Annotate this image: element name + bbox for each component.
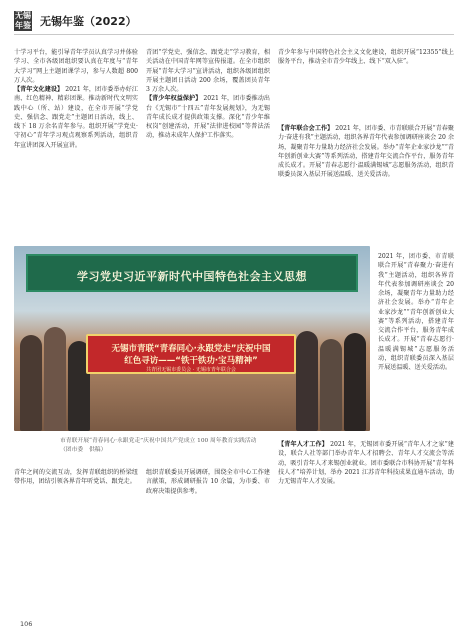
sign-text: 红色寻访——“铁干铁功·宝马精神”: [124, 356, 258, 366]
paragraph: [14, 85, 138, 150]
photo-banner: [26, 254, 358, 292]
section-heading: 【青少年权益保护】: [146, 95, 202, 103]
section-heading: 【青年人才工作】: [278, 441, 328, 448]
event-photo: [14, 246, 370, 431]
page-title: 无锡年鉴（2022）: [40, 15, 137, 28]
paragraph: 2021 年，团市委、市青联联合开展“青春聚力·奋进有我”主题活动，组织各界青年代表参加调研座谈会 20 余场，凝聚青年力量助力经济社会发展。举办“青年企业家沙龙”“青年创新创业大赛”等系列活动，搭建青年交流合作平台，服务青年成长成才。开展“青春志愿行·温暖满锡城”志愿服务活动，组织青联委员深入基层开展送温暖、送关爱活动。: [378, 253, 454, 371]
section-body: 2021 年，团市委推动出台《无锡市“十四五”青年发展规划》，为无锡青年成长成才提供政策支撑。深化“青少年维权岗”创建活动，开展“法律进校园”等普法活动，推动未成年人保护工作落实。: [146, 95, 270, 140]
caption-text: 市青联开展“青春同心·永跟党走”庆祝中国共产党成立 100 周年教育实践活动: [60, 438, 257, 444]
paragraph: 青少年参与中国特色社会主义文化建设，组织开展“12355”线上服务平台，推动全市青少年线上、线下“双入驻”。: [278, 49, 454, 66]
sign-text: 无锡市青联“青春同心·永跟党走”庆祝中国: [111, 344, 271, 354]
person: [20, 335, 42, 431]
person: [320, 339, 342, 431]
paragraph: 青团“学党史、强信念、跟党走”学习教育，相关活动在中国青年网等宣传报道。在全市组织开展“青年大学习”宣讲活动，组织各级团组织开展主题团日活动 200 余场，覆盖团员青年 3 万余人次。: [146, 49, 270, 93]
paragraph: 组织青联委员开展调研，围绕全市中心工作建言献策，形成调研报告 10 余篇，为市委、市政府决策提供参考。: [146, 469, 270, 495]
person: [44, 327, 66, 431]
section-body: 2021 年，无锡团市委开展“青年人才之家”建设，联合人社等部门举办青年人才招聘会、青年人才交流会等活动，吸引青年人才来锡创业就业。团市委联合市科协开展“青年科技人才”培养计划，举办 2021 江苏青年科技成果直通车活动，助力无锡青年人才发展。: [278, 441, 454, 485]
caption-credit: （团市委 供稿）: [60, 447, 107, 453]
section-body: 2021 年，团市委、市青联联合开展“青春聚力·奋进有我”主题活动，组织各界青年代表参加调研座谈会 20 余场，凝聚青年力量助力经济社会发展。举办“青年企业家沙龙”“青年创新创业大赛”等系列活动，搭建青年交流合作平台，服务青年成长成才。开展“青春志愿行·温暖满锡城”志愿服务活动，组织青联委员深入基层开展送温暖、送关爱活动。: [278, 125, 454, 179]
text-column-right: [378, 252, 454, 432]
sign-text: 共青团无锡市委员会 · 无锡市青年联合会: [146, 367, 236, 373]
page-number: 106: [20, 620, 33, 628]
header-divider: [14, 34, 454, 35]
section-heading: 【青年文化建设】: [14, 86, 64, 93]
text-column-3-top: [278, 48, 454, 124]
text-column-bottom-3: [278, 440, 454, 600]
red-banner-sign: [86, 334, 296, 374]
paragraph: [278, 440, 454, 486]
section-body: 2021 年，团市委举办好江南、红色精神、精彩团课。推动新时代文明实践中心（所、站）建设，在全市开展“学党史、强信念、跟党走”主题团日活动，线上、线下 18 万余名青年参与。组织开展“学党史·守初心”青年学习观点观察系列活动，组织青年宣讲团深入开展宣讲。: [14, 86, 138, 149]
person: [296, 331, 318, 431]
yearbook-logo: 无锡年鉴: [15, 11, 31, 30]
text-column-1: [14, 48, 138, 244]
text-column-bottom-2: [146, 468, 270, 600]
person: [344, 333, 366, 431]
paragraph: [278, 124, 454, 180]
section-heading: 【青年联合会工作】: [278, 125, 334, 132]
paragraph: [146, 94, 270, 140]
page-header: [14, 10, 137, 32]
paragraph: 青年之间的交流互动，发挥青联组织的桥梁纽带作用，团结引领各界青年听党话、跟党走。: [14, 469, 138, 486]
banner-title: 学习党史习近平新时代中国特色社会主义思想: [77, 270, 307, 283]
text-column-bottom-1: [14, 468, 138, 600]
text-column-2: [146, 48, 270, 244]
paragraph: 十学习平台，能引导青年学员认真学习并体验学习、全市各级团组织要认真在年度与“青年大学习”网上主题团课学习，参与人数超 800 万人次。: [14, 49, 138, 84]
